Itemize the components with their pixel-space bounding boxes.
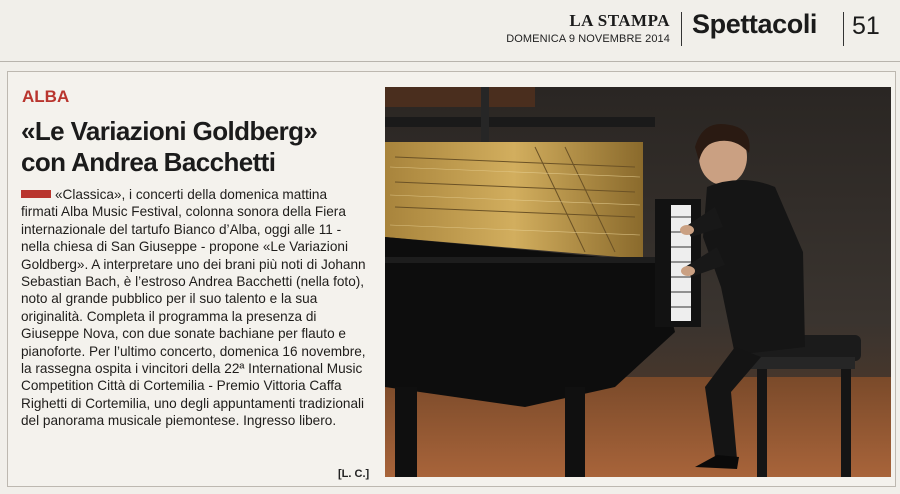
header-rule — [0, 61, 900, 62]
issue-date: DOMENICA 9 NOVEMBRE 2014 — [506, 33, 670, 45]
article-kicker: ALBA — [22, 87, 70, 106]
newspaper-masthead: LA STAMPA — [569, 11, 670, 30]
headline-line-1: «Le Variazioni Goldberg» — [21, 116, 318, 146]
author-signature: [L. C.] — [338, 468, 370, 480]
article-photo — [385, 87, 891, 477]
section-title: Spettacoli — [692, 9, 818, 39]
pianist-photo-illustration — [385, 87, 891, 477]
article-body: «Classica», i concerti della domenica mattina firmati Alba Music Festival, colonna sonora della Fiera internazionale del tartufo Bianco d’Alba, oggi alle 11 - nella chiesa di San Giuseppe - propone «Le Variazioni Goldberg». A interpretare uno dei brani più noti di Johann Sebastian Bach, è l’estroso Andrea Bacchetti (nella foto), noto al grande pubblico per il suo talento e la sua originalità. Completa il programma la presenza di Giuseppe Nova, con due sonate bachiane per flauto e pianoforte. Per l’ultimo concerto, domenica 16 novembre, la rassegna ospita i vincitori della 22ª International Music Competition Città di Cortemilia - Premio Vittoria Caffa Righetti di Cortemilia, uno degli appuntamenti tradizionali del panorama musicale piemontese. Ingresso libero. — [21, 187, 366, 429]
page-number: 51 — [852, 12, 880, 40]
header-divider — [681, 12, 682, 46]
page-header — [0, 0, 900, 60]
header-divider — [843, 12, 844, 46]
article-headline — [21, 116, 371, 178]
lead-marker-bar — [21, 190, 51, 198]
article-box — [7, 71, 896, 487]
headline-line-2: con Andrea Bacchetti — [21, 147, 276, 177]
article-body-paragraph — [21, 186, 367, 430]
